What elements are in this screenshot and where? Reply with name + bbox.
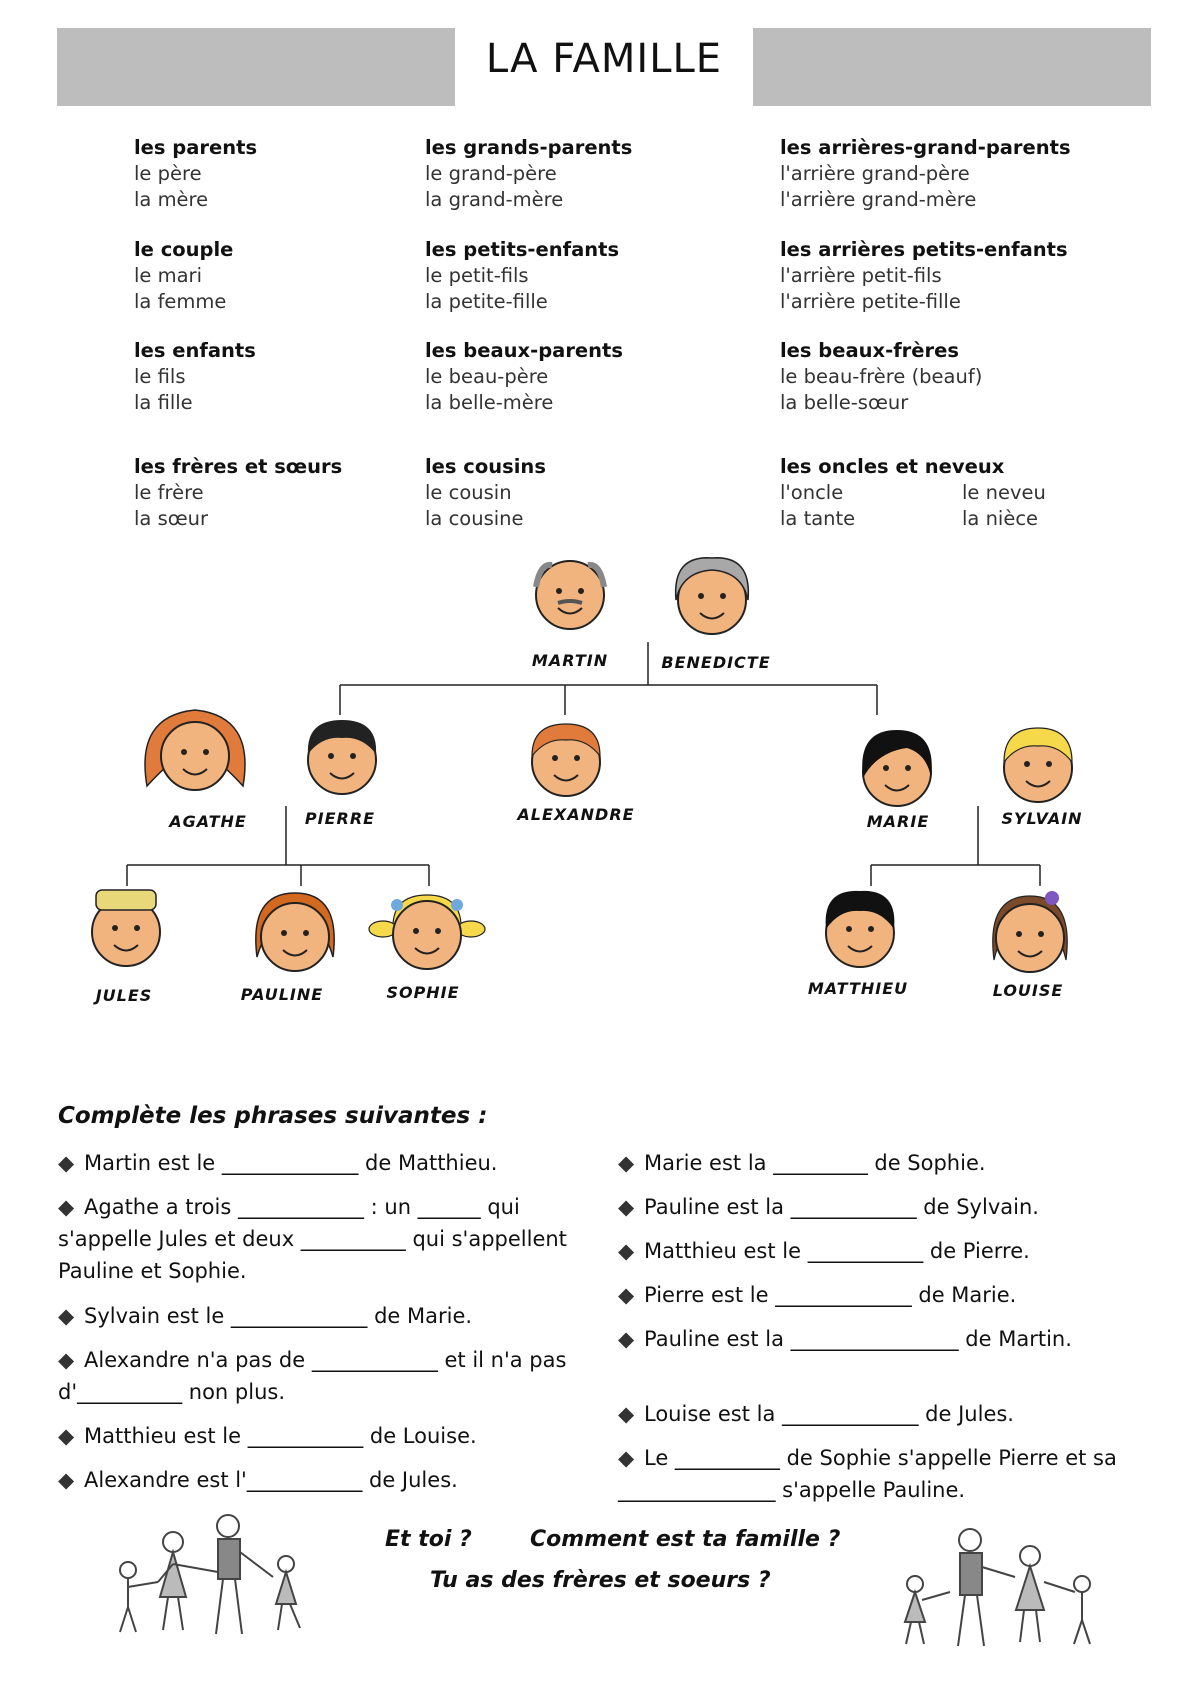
vocab-heading: les petits-enfants <box>425 238 620 261</box>
closing-question-2: Comment est ta famille ? <box>530 1527 841 1552</box>
vocab-item: la grand-mère <box>425 188 564 211</box>
closing-question-3: Tu as des frères et soeurs ? <box>430 1568 771 1593</box>
diamond-bullet-icon: ◆ <box>618 1327 635 1351</box>
vocab-item: l'arrière grand-mère <box>780 188 977 211</box>
vocab-heading: les enfants <box>134 339 256 362</box>
diamond-bullet-icon: ◆ <box>618 1195 635 1219</box>
name-benedicte: BENEDICTE <box>661 653 771 672</box>
name-matthieu: MATTHIEU <box>807 979 909 998</box>
vocab-item: la tante <box>780 507 856 530</box>
vocab-heading: les grands-parents <box>425 136 633 159</box>
name-pauline: PAULINE <box>240 985 324 1004</box>
family-tree-drawing <box>0 550 1200 1020</box>
vocab-item: la petite-fille <box>425 290 548 313</box>
diamond-bullet-icon: ◆ <box>58 1151 75 1175</box>
face-sylvain <box>1004 728 1072 802</box>
name-jules: JULES <box>95 986 153 1005</box>
vocab-item: le grand-père <box>425 162 557 185</box>
vocab-group <box>780 237 1068 315</box>
vocab-item: le frère <box>134 481 204 504</box>
exercise-sentence: ◆ Agathe a trois ____________ : un ______ qui s'appelle Jules et deux __________ qui s'appellent Pauline et Sophie. <box>58 1191 578 1287</box>
vocab-item: l'arrière petite-fille <box>780 290 961 313</box>
diamond-bullet-icon: ◆ <box>58 1348 75 1372</box>
vocab-group <box>134 237 233 315</box>
diamond-bullet-icon: ◆ <box>618 1402 635 1426</box>
exercise-sentence: ◆ Louise est la _____________ de Jules. <box>618 1398 1178 1430</box>
vocab-item: l'oncle <box>780 481 844 504</box>
vocab-item-row <box>780 480 1046 506</box>
family-tree <box>0 550 1200 1020</box>
vocab-item: la belle-mère <box>425 391 554 414</box>
title-bar-right <box>753 28 1151 106</box>
vocab-heading: les cousins <box>425 455 546 478</box>
vocab-item: le beau-père <box>425 365 549 388</box>
exercise-sentence: ◆ Martin est le _____________ de Matthieu. <box>58 1147 578 1179</box>
title-bar-left <box>57 28 455 106</box>
vocab-heading: les arrières petits-enfants <box>780 238 1068 261</box>
vocab-group <box>425 237 619 315</box>
vocab-item: le cousin <box>425 481 512 504</box>
vocab-item: le mari <box>134 264 202 287</box>
exercise-title: Complète les phrases suivantes : <box>58 1103 488 1129</box>
name-sylvain: SYLVAIN <box>1001 809 1083 828</box>
vocab-group <box>134 338 256 416</box>
vocab-heading: les beaux-parents <box>425 339 623 362</box>
exercise-sentence: ◆ Pierre est le _____________ de Marie. <box>618 1279 1178 1311</box>
face-benedicte <box>676 558 749 634</box>
vocab-group <box>425 454 546 532</box>
face-pauline <box>256 893 334 971</box>
vocab-item: la nièce <box>962 507 1039 530</box>
exercise-sentence: ◆ Pauline est la ____________ de Sylvain. <box>618 1191 1178 1223</box>
exercise-sentence: ◆ Alexandre est l'___________ de Jules. <box>58 1464 578 1496</box>
vocab-group <box>425 338 623 416</box>
exercise-sentence: ◆ Sylvain est le _____________ de Marie. <box>58 1300 578 1332</box>
exercise-sentence: ◆ Matthieu est le ___________ de Louise. <box>58 1420 578 1452</box>
vocab-item: l'arrière petit-fils <box>780 264 942 287</box>
vocab-item: la fille <box>134 391 193 414</box>
name-louise: LOUISE <box>992 981 1064 1000</box>
vocab-item: le beau-frère (beauf) <box>780 365 983 388</box>
vocab-group <box>134 135 257 213</box>
face-marie <box>862 730 932 806</box>
vocab-heading: les parents <box>134 136 258 159</box>
vocab-group <box>425 135 632 213</box>
vocab-heading: les arrières-grand-parents <box>780 136 1071 159</box>
stick-family-right-illustration <box>890 1522 1105 1652</box>
closing-question-1: Et toi ? <box>385 1527 472 1552</box>
vocab-heading: les frères et sœurs <box>134 455 343 478</box>
vocab-item: le père <box>134 162 202 185</box>
exercise-sentence: ◆ Pauline est la ________________ de Martin. <box>618 1323 1178 1355</box>
vocab-heading: les oncles et neveux <box>780 455 1005 478</box>
vocab-item: l'arrière grand-père <box>780 162 970 185</box>
vocab-heading: les beaux-frères <box>780 339 959 362</box>
exercise-sentence: ◆ Matthieu est le ___________ de Pierre. <box>618 1235 1178 1267</box>
diamond-bullet-icon: ◆ <box>58 1424 75 1448</box>
vocab-item: la femme <box>134 290 227 313</box>
stick-family-left-illustration <box>108 1512 323 1642</box>
name-pierre: PIERRE <box>304 809 376 828</box>
diamond-bullet-icon: ◆ <box>58 1304 75 1328</box>
name-alexandre: ALEXANDRE <box>517 805 635 824</box>
vocab-item: la mère <box>134 188 209 211</box>
name-martin: MARTIN <box>531 651 609 670</box>
face-pierre <box>308 720 376 794</box>
diamond-bullet-icon: ◆ <box>618 1151 635 1175</box>
page-title: LA FAMILLE <box>485 36 723 82</box>
name-agathe: AGATHE <box>169 812 247 831</box>
vocab-item: le neveu <box>962 481 1046 504</box>
vocab-item: la sœur <box>134 507 209 530</box>
face-sophie <box>369 895 485 969</box>
vocab-group <box>780 454 1046 532</box>
vocab-heading: le couple <box>134 238 234 261</box>
exercise-sentence: ◆ Marie est la _________ de Sophie. <box>618 1147 1178 1179</box>
face-alexandre <box>532 724 600 796</box>
vocab-item-row <box>780 506 1046 532</box>
face-jules <box>92 890 160 966</box>
diamond-bullet-icon: ◆ <box>618 1283 635 1307</box>
exercise-sentence: ◆ Le __________ de Sophie s'appelle Pierre et sa _______________ s'appelle Pauline. <box>618 1442 1148 1506</box>
diamond-bullet-icon: ◆ <box>58 1468 75 1492</box>
diamond-bullet-icon: ◆ <box>58 1195 75 1219</box>
vocab-item: le fils <box>134 365 186 388</box>
vocab-item: la cousine <box>425 507 524 530</box>
vocab-group <box>780 338 982 416</box>
diamond-bullet-icon: ◆ <box>618 1446 635 1470</box>
face-matthieu <box>826 891 895 967</box>
face-louise <box>993 891 1067 972</box>
face-agathe <box>145 710 245 790</box>
face-martin <box>536 561 604 629</box>
vocab-group <box>780 135 1071 213</box>
vocab-group <box>134 454 342 532</box>
vocab-item: le petit-fils <box>425 264 529 287</box>
name-sophie: SOPHIE <box>386 983 460 1002</box>
exercise-sentence: ◆ Alexandre n'a pas de ____________ et il n'a pas d'__________ non plus. <box>58 1344 578 1408</box>
diamond-bullet-icon: ◆ <box>618 1239 635 1263</box>
name-marie: MARIE <box>866 812 930 831</box>
vocab-item: la belle-sœur <box>780 391 909 414</box>
